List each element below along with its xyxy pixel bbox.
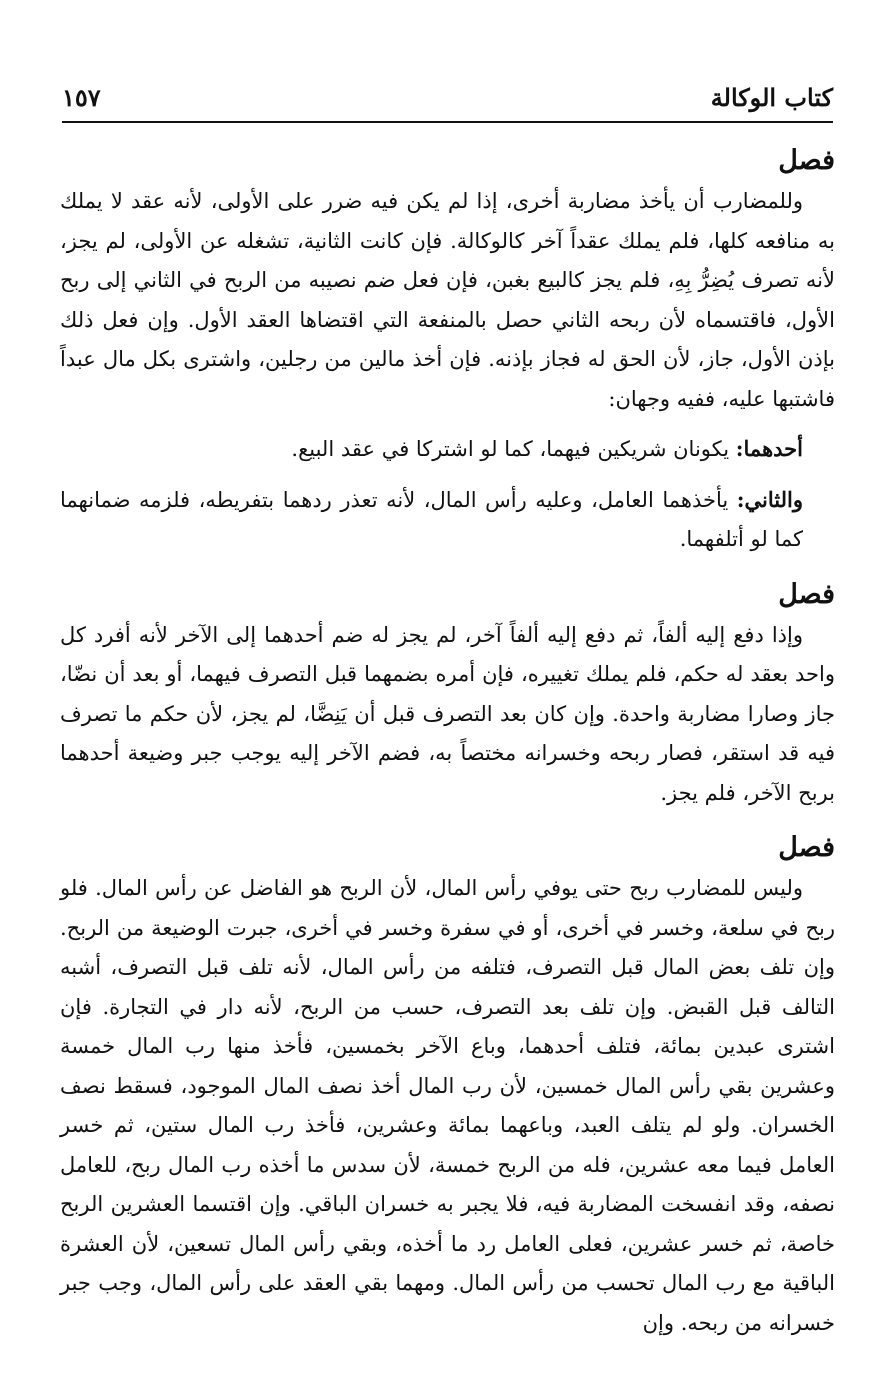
section-1 xyxy=(60,140,835,560)
list-item xyxy=(60,480,835,560)
running-title: كتاب الوكالة xyxy=(710,83,833,112)
section-paragraph: وإذا دفع إليه ألفاً، ثم دفع إليه ألفاً آخر، لم يجز له ضم أحدهما إلى الآخر لأنه أفرد كل واحد بعقد له حكم، فلم يملك تغييره، فإن أمره بضمهما قبل التصرف فيهما، أو بعد أن نضّا، جاز وصارا مضاربة واحدة. وإن كان بعد التصرف قبل أن يَنِضَّا، لم يجز، لأن حكم ما تصرف فيه قد استقر، فصار ربحه وخسرانه مختصاً به، فضم الآخر إليه يوجب جبر وضيعة أحدهما بربح الآخر، فلم يجز. xyxy=(60,622,835,805)
section-paragraph: وليس للمضارب ربح حتى يوفي رأس المال، لأن الربح هو الفاضل عن رأس المال. فلو ربح في سلعة، وخسر في أخرى، أو في سفرة وخسر في أخرى، جبرت الوضيعة من الربح. وإن تلف بعض المال قبل التصرف، فتلفه من رأس المال، لأنه تلف قبل التصرف، أشبه التالف قبل القبض. وإن تلف بعد التصرف، حسب من الربح، لأنه دار في التجارة. فإن اشترى عبدين بمائة، فتلف أحدهما، وباع الآخر بخمسين، فأخذ منها رب المال خمسة وعشرين بقي رأس المال خمسين، لأن رب المال أخذ نصف المال الموجود، فسقط نصف الخسران. ولو لم يتلف العبد، وباعهما بمائة وعشرين، فأخذ رب المال ستين، ثم خسر العامل فيما معه عشرين، فله من الربح خمسة، لأن سدس ما أخذه رب المال ربح، للعامل نصفه، وقد انفسخت المضاربة فيه، فلا يجبر به خسران الباقي. وإن اقتسما العشرين الربح خاصة، ثم خسر عشرين، فعلى العامل رد ما أخذه، وبقي رأس المال تسعين، لأن العشرة الباقية مع رب المال تحسب من رأس المال. ومهما بقي العقد على رأس المال، وجب جبر خسرانه من ربحه. وإن xyxy=(60,876,835,1335)
page-body xyxy=(60,140,835,1343)
item-label: أحدهما: xyxy=(735,436,803,461)
section-3 xyxy=(60,827,835,1343)
item-text: يكونان شريكين فيهما، كما لو اشتركا في عقد البيع. xyxy=(291,437,736,461)
section-2 xyxy=(60,574,835,814)
item-text: يأخذهما العامل، وعليه رأس المال، لأنه تعذر ردهما بتفريطه، فلزمه ضمانهما كما لو أتلفهما. xyxy=(60,487,803,551)
section-heading: فصل xyxy=(778,145,835,176)
item-label: والثاني: xyxy=(736,486,803,512)
page-number: ١٥٧ xyxy=(62,83,101,112)
section-heading: فصل xyxy=(778,578,835,610)
header-rule xyxy=(62,121,833,123)
section-paragraph: وللمضارب أن يأخذ مضاربة أخرى، إذا لم يكن فيه ضرر على الأولى، لأنه عقد لا يملك به منافعه كلها، فلم يملك عقداً آخر كالوكالة. فإن كانت الثانية، تشغله عن الأولى، لم يجز، لأنه تصرف يُضِرُّ بِهِ، فلم يجز كالبيع بغبن، فإن فعل ضم نصيبه من الربح في الثاني إلى ربح الأول، فاقتسماه لأن ربحه الثاني حصل بالمنفعة التي اقتضاها العقد الأول. وإن فعل ذلك بإذن الأول، جاز، لأن الحق له فجاز بإذنه. فإن أخذ مالين من رجلين، واشترى بكل مال عبداً فاشتبها عليه، ففيه وجهان: xyxy=(60,189,835,411)
page-header xyxy=(62,78,833,118)
list-item xyxy=(60,429,835,470)
section-heading: فصل xyxy=(778,832,835,863)
